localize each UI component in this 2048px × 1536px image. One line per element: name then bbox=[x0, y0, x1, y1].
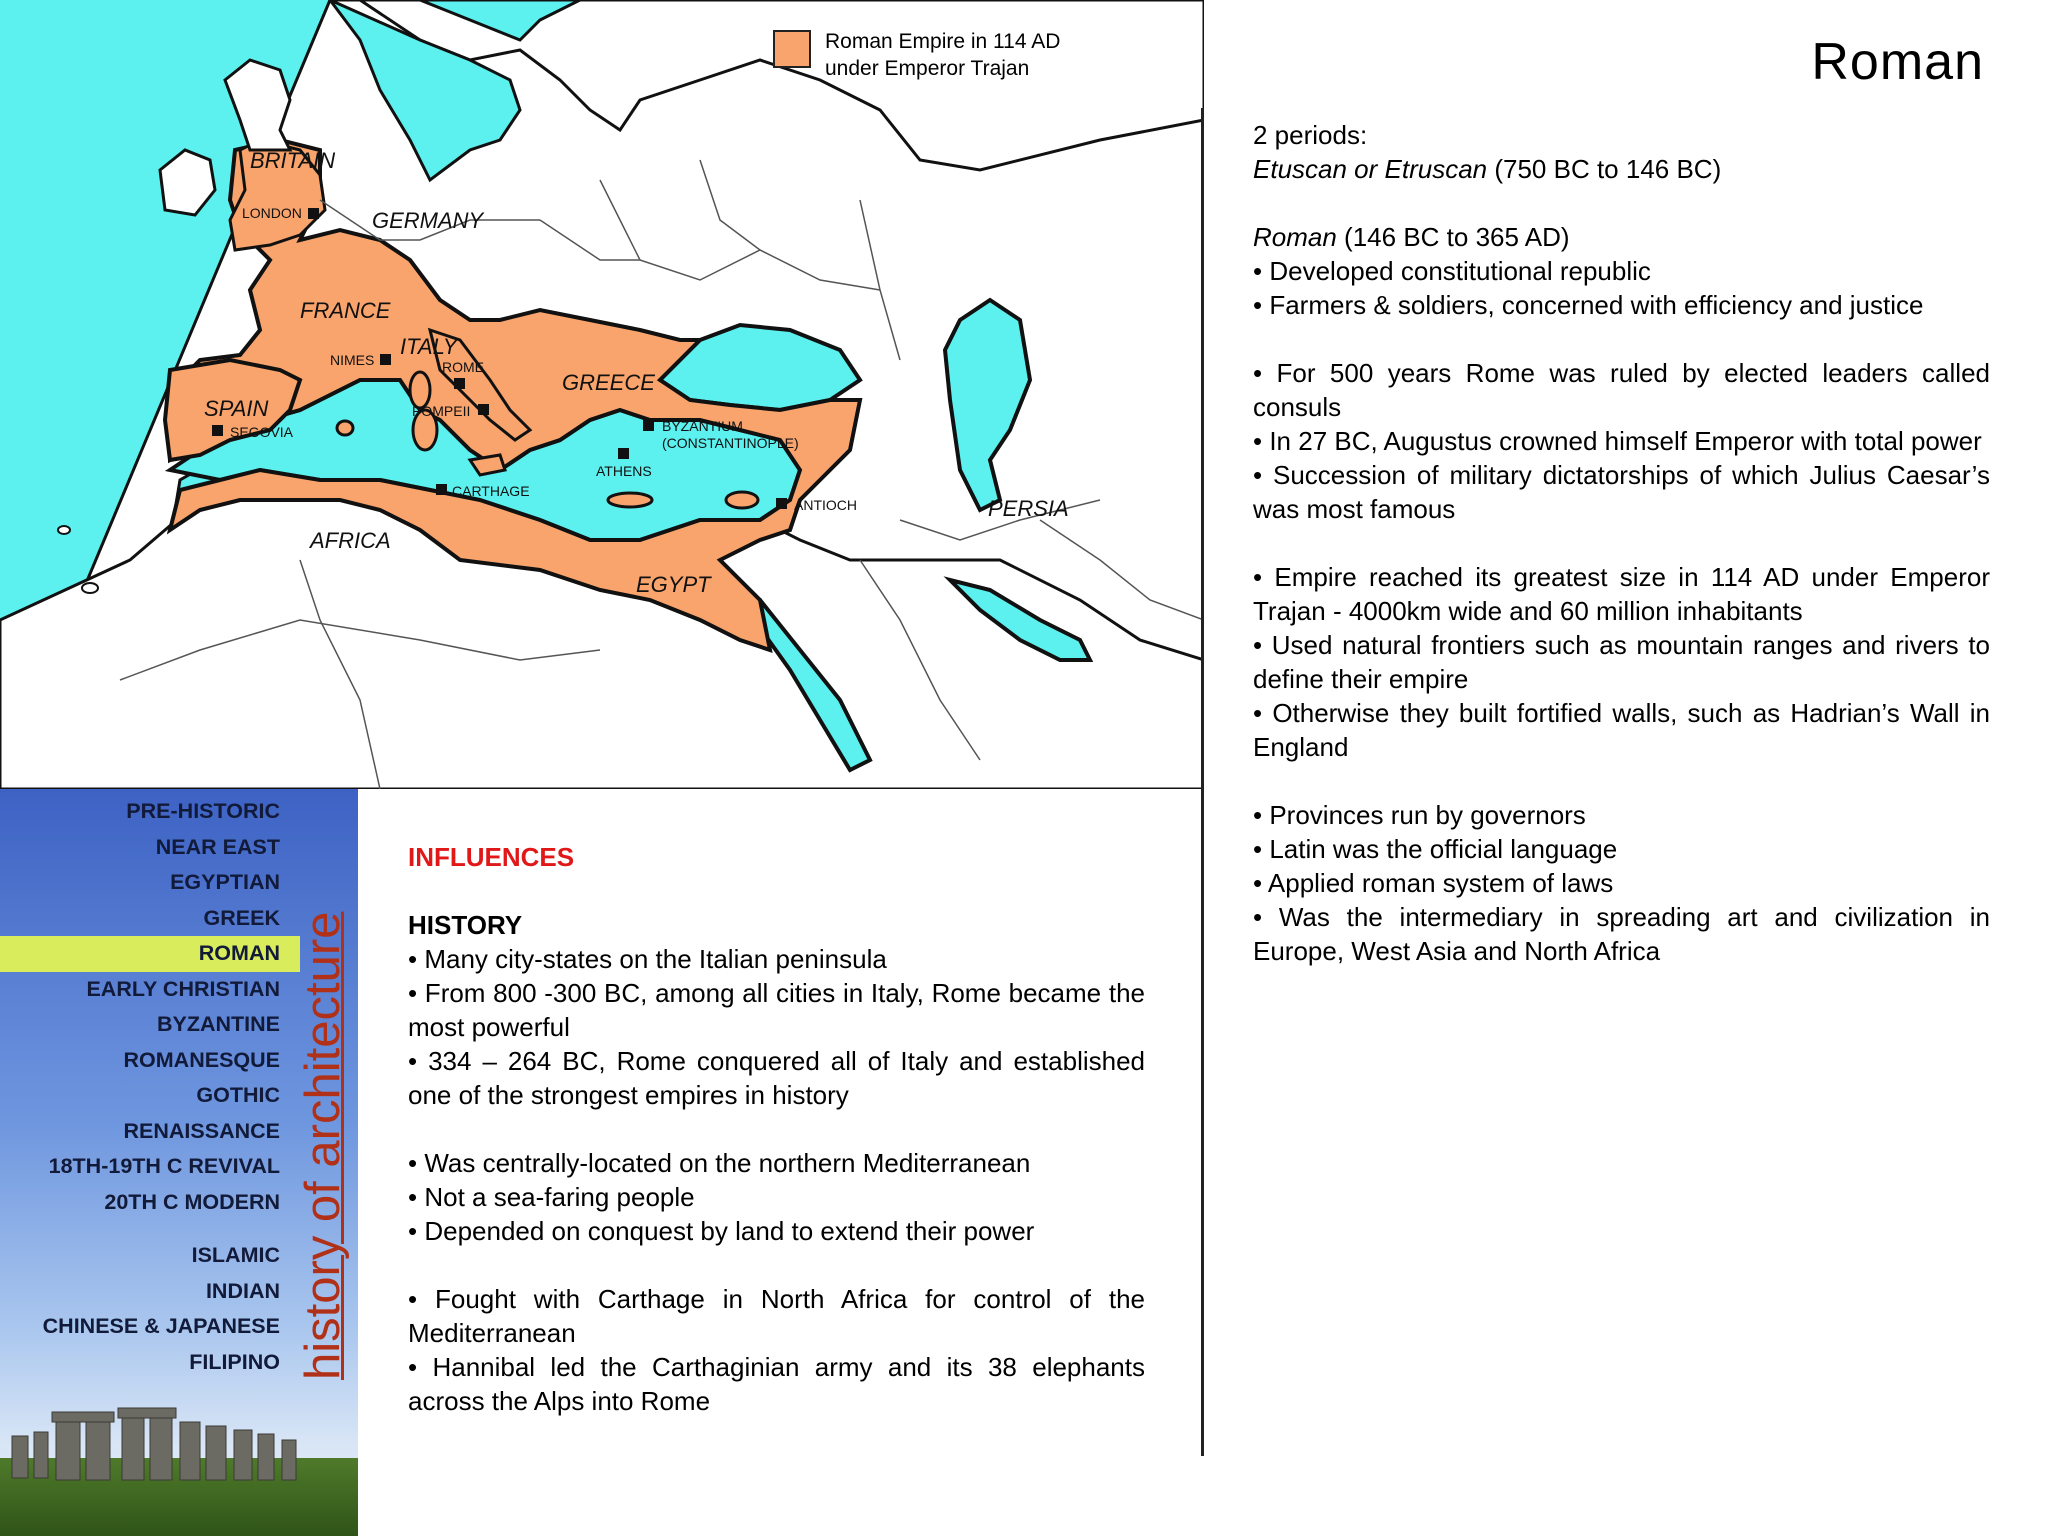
period-roman bbox=[1253, 220, 1990, 254]
label-britain: BRITAIN bbox=[250, 148, 336, 173]
history-heading: HISTORY bbox=[408, 910, 523, 940]
nav-item-early-christian[interactable]: EARLY CHRISTIAN bbox=[86, 976, 280, 1001]
bullet: • Hannibal led the Carthaginian army and its 38 elephants across the Alps into Rome bbox=[408, 1352, 1145, 1416]
nav-item-islamic[interactable]: ISLAMIC bbox=[191, 1243, 280, 1267]
bullet: • Depended on conquest by land to extend their power bbox=[408, 1216, 1035, 1246]
marker-nimes bbox=[380, 354, 391, 365]
marker-carthage bbox=[436, 484, 447, 495]
label-nimes: NIMES bbox=[330, 352, 375, 368]
page-title: Roman bbox=[1811, 33, 1984, 91]
label-persia: PERSIA bbox=[988, 496, 1069, 521]
label-segovia: SEGOVIA bbox=[230, 424, 294, 440]
label-spain: SPAIN bbox=[204, 396, 269, 421]
bullet: • Was centrally-located on the northern Mediterranean bbox=[408, 1148, 1031, 1178]
crete bbox=[608, 493, 652, 507]
nav-item-near-east[interactable]: NEAR EAST bbox=[155, 834, 280, 859]
nav-item-gothic[interactable]: GOTHIC bbox=[196, 1083, 280, 1107]
bullet: • Succession of military dictatorships of which Julius Caesar’s was most famous bbox=[1253, 460, 1990, 524]
periods-heading: 2 periods: bbox=[1253, 120, 1368, 150]
bullet: • Used natural frontiers such as mountain ranges and rivers to define their empire bbox=[1253, 630, 1990, 694]
bullet: • Many city-states on the Italian peninsula bbox=[408, 944, 887, 974]
label-byzantium: BYZANTIUM bbox=[662, 418, 743, 434]
nav-item-chinese-japanese[interactable]: CHINESE & JAPANESE bbox=[42, 1314, 280, 1338]
nav-item-indian[interactable]: INDIAN bbox=[205, 1278, 280, 1303]
etruscan-name: Etuscan or Etruscan bbox=[1253, 154, 1488, 184]
sidebar-nav bbox=[0, 794, 300, 1380]
nav-item-renaissance[interactable]: RENAISSANCE bbox=[123, 1118, 280, 1143]
bullet: • Developed constitutional republic bbox=[1253, 256, 1651, 286]
roman-dates: (146 BC to 365 AD) bbox=[1336, 222, 1570, 252]
right-column bbox=[1253, 118, 1990, 968]
nav-item-modern[interactable]: 20TH C MODERN bbox=[104, 1189, 280, 1214]
nav-item-byzantine[interactable]: BYZANTINE bbox=[156, 1012, 280, 1036]
label-pompeii: POMPEII bbox=[412, 403, 471, 419]
roman-name: Roman bbox=[1253, 222, 1337, 252]
marker-antioch bbox=[776, 498, 787, 509]
marker-athens bbox=[618, 448, 629, 459]
marker-london bbox=[308, 208, 319, 219]
bullet: • Was the intermediary in spreading art and civilization in Europe, West Asia and North Africa bbox=[1253, 902, 1990, 966]
label-france: FRANCE bbox=[300, 298, 391, 323]
cyprus bbox=[726, 492, 758, 508]
bullet: • Latin was the official language bbox=[1253, 834, 1618, 864]
nav-item-filipino[interactable]: FILIPINO bbox=[189, 1349, 280, 1374]
bullet: • For 500 years Rome was ruled by elected leaders called consuls bbox=[1253, 358, 1990, 422]
label-antioch: ANTIOCH bbox=[794, 497, 857, 513]
island-atlantic-1 bbox=[58, 526, 70, 534]
label-germany: GERMANY bbox=[372, 208, 484, 233]
nav-item-revival[interactable]: 18TH-19TH C REVIVAL bbox=[48, 1154, 280, 1178]
nav-item-greek[interactable]: GREEK bbox=[203, 905, 280, 930]
legend-line-1: Roman Empire in 114 AD bbox=[825, 30, 1061, 53]
period-etruscan bbox=[1253, 152, 1990, 186]
map-legend bbox=[773, 28, 1060, 82]
label-greece: GREECE bbox=[562, 370, 655, 395]
label-egypt: EGYPT bbox=[636, 572, 711, 597]
nav-item-romanesque[interactable]: ROMANESQUE bbox=[123, 1047, 280, 1072]
bullet: • Fought with Carthage in North Africa for control of the Mediterranean bbox=[408, 1284, 1145, 1348]
label-carthage: CARTHAGE bbox=[452, 483, 530, 499]
bullet: • In 27 BC, Augustus crowned himself Emperor with total power bbox=[1253, 426, 1982, 456]
label-athens: ATHENS bbox=[596, 463, 652, 479]
bullet: • Provinces run by governors bbox=[1253, 800, 1586, 830]
label-london: LONDON bbox=[242, 205, 302, 221]
grass bbox=[0, 1458, 358, 1536]
center-column bbox=[408, 840, 1145, 1418]
legend-text bbox=[825, 28, 1060, 82]
bullet: • Otherwise they built fortified walls, such as Hadrian’s Wall in England bbox=[1253, 698, 1990, 762]
vertical-title: history of architecture bbox=[296, 911, 350, 1380]
bullet: • Applied roman system of laws bbox=[1253, 868, 1614, 898]
marker-byzantium bbox=[643, 420, 654, 431]
marker-segovia bbox=[212, 425, 223, 436]
vertical-divider bbox=[1201, 108, 1204, 1456]
marker-rome bbox=[454, 378, 465, 389]
bullet: • 334 – 264 BC, Rome conquered all of Italy and established one of the strongest empires in history bbox=[408, 1046, 1145, 1110]
nav-item-roman[interactable]: ROMAN bbox=[0, 936, 300, 972]
nav-item-pre-historic[interactable]: PRE-HISTORIC bbox=[126, 799, 280, 823]
nav-item-egyptian[interactable]: EGYPTIAN bbox=[170, 870, 280, 894]
etruscan-dates: (750 BC to 146 BC) bbox=[1487, 154, 1722, 184]
label-rome: ROME bbox=[442, 359, 484, 375]
legend-line-2: under Emperor Trajan bbox=[825, 57, 1030, 80]
marker-pompeii bbox=[478, 404, 489, 415]
balearic bbox=[337, 421, 353, 435]
empire-map bbox=[0, 0, 1204, 789]
bullet: • Farmers & soldiers, concerned with efficiency and justice bbox=[1253, 290, 1924, 320]
stonehenge-image bbox=[0, 1388, 358, 1536]
bullet: • Empire reached its greatest size in 114 AD under Emperor Trajan - 4000km wide and 60 million inhabitants bbox=[1253, 562, 1990, 626]
influences-heading: INFLUENCES bbox=[408, 842, 575, 872]
label-constantinople: (CONSTANTINOPLE) bbox=[662, 435, 799, 451]
legend-swatch bbox=[773, 30, 811, 68]
bullet: • Not a sea-faring people bbox=[408, 1182, 695, 1212]
label-africa: AFRICA bbox=[310, 528, 391, 553]
label-italy: ITALY bbox=[400, 334, 458, 359]
island-atlantic-2 bbox=[82, 583, 98, 593]
bullet: • From 800 -300 BC, among all cities in Italy, Rome became the most powerful bbox=[408, 978, 1145, 1042]
